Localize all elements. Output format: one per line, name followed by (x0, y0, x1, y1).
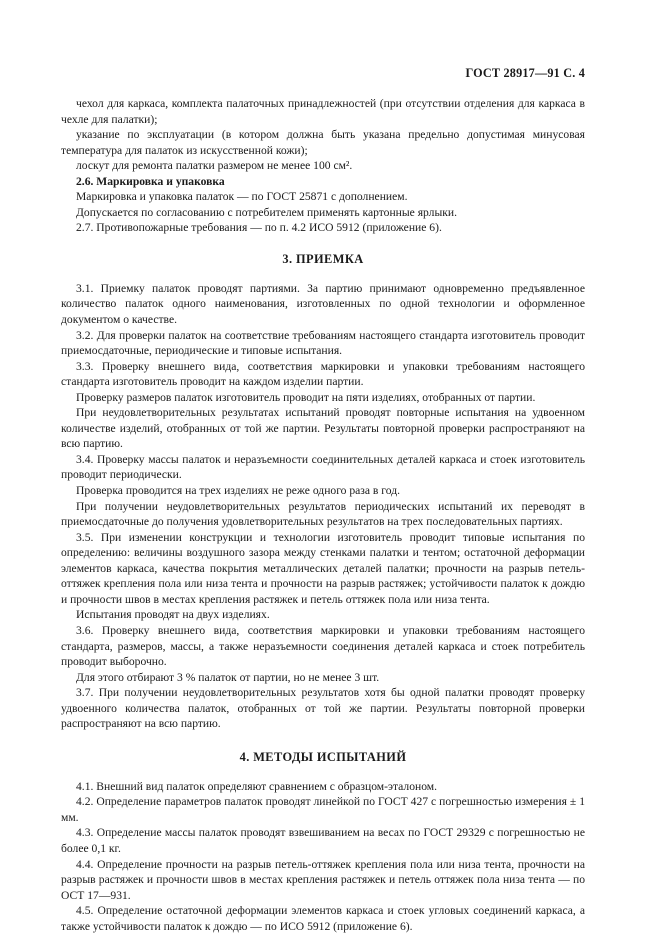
paragraph: лоскут для ремонта палатки размером не менее 100 см². (76, 159, 353, 173)
paragraph: 3.7. При получении неудовлетворительных результатов хотя бы одной палатки проводят проверку удвоенного количества палаток, отобранных от той же партии. Результаты повторной проверки распространяют на всю партию. (61, 686, 585, 731)
paragraph: 3.4. Проверку массы палаток и неразъемности соединительных деталей каркаса и стоек изготовитель проводит периодически. (61, 452, 585, 482)
section-title: 4. МЕТОДЫ ИСПЫТАНИЙ (239, 749, 407, 764)
paragraph: Проверка проводится на трех изделиях не реже одного раза в год. (76, 484, 401, 498)
paragraph: 4.1. Внешний вид палаток определяют сравнением с образцом-эталоном. (76, 779, 438, 793)
paragraph: Испытания проводят на двух изделиях. (76, 608, 270, 622)
paragraph: 3.5. При изменении конструкции и технологии изготовитель проводит типовые испытания по определению: величины воздушного зазора между стенками палатки и тентом; остаточной деформации элементов каркаса, качества покрытия металлических деталей палатки; прочности на разрыв петель-оттяжек крепления пола или низа тента и прочности на разрыв растяжек; устойчивости палаток к дождю и прочности швов в местах крепления растяжек и петель оттяжек пола или низа тента. (61, 530, 585, 606)
paragraph: 3.2. Для проверки палаток на соответствие требованиям настоящего стандарта изготовитель проводит приемосдаточные, периодические и типовые испытания. (61, 328, 585, 358)
paragraph: 4.2. Определение параметров палаток проводят линейкой по ГОСТ 427 с погрешностью измерения ± 1 мм. (61, 795, 585, 824)
paragraph: 3.3. Проверку внешнего вида, соответствия маркировки и упаковки требованиям настоящего стандарта изготовитель проводит на каждом изделии партии. (61, 359, 585, 389)
paragraph: Для этого отбирают 3 % палаток от партии, но не менее 3 шт. (76, 670, 380, 684)
paragraph: 4.5. Определение остаточной деформации элементов каркаса и стоек угловых соединений каркаса, а также устойчивости палаток к дождю — по ИСО 5912 (приложение 6). (61, 904, 585, 933)
paragraph: При неудовлетворительных результатах испытаний проводят повторные испытания на удвоенном количестве изделий, отобранных от той же партии. Результаты повторной проверки распространяют на всю партию. (61, 406, 585, 451)
paragraph: 4.3. Определение массы палаток проводят взвешиванием на весах по ГОСТ 29329 с погрешностью не более 0,1 кг. (61, 826, 585, 855)
page-header: ГОСТ 28917—91 С. 4 (465, 66, 585, 80)
paragraph: 3.1. Приемку палаток проводят партиями. За партию принимают одновременно предъявленное количество палаток одного наименования, изготовленных по одной технологии и оформленное документом о качестве. (61, 281, 585, 327)
paragraph: Допускается по согласованию с потребителем применять картонные ярлыки. (76, 205, 457, 219)
paragraph: 4.4. Определение прочности на разрыв петель-оттяжек крепления пола или низа тента, прочности на разрыв растяжек и прочности швов в местах крепления растяжек и петель оттяжек пола низа тента — по ОСТ 17—931. (61, 857, 585, 902)
paragraph: 2.7. Противопожарные требования — по п. 4.2 ИСО 5912 (приложение 6). (76, 221, 442, 235)
paragraph: 3.6. Проверку внешнего вида, соответствия маркировки и упаковки требованиям настоящего стандарта, размеров, массы, а также неразъемности соединения деталей каркаса и стоек потребитель проводит выборочно. (61, 623, 585, 669)
paragraph: чехол для каркаса, комплекта палаточных принадлежностей (при отсутствии отделения для каркаса в чехле для палатки); (61, 97, 585, 126)
paragraph: При получении неудовлетворительных результатов периодических испытаний их переводят в приемосдаточные до получения удовлетворительных результатов на трех последовательных партиях. (61, 499, 585, 529)
document-body (61, 96, 585, 934)
paragraph: Проверку размеров палаток изготовитель проводит на пяти изделиях, отобранных от партии. (76, 390, 536, 404)
section-title: 3. ПРИЕМКА (282, 251, 364, 266)
subsection-heading: 2.6. Маркировка и упаковка (76, 174, 225, 188)
paragraph: указание по эксплуатации (в котором должна быть указана предельно допустимая минусовая температура для палаток из искусственной кожи); (61, 128, 585, 157)
paragraph: Маркировка и упаковка палаток — по ГОСТ 25871 с дополнением. (76, 190, 408, 204)
